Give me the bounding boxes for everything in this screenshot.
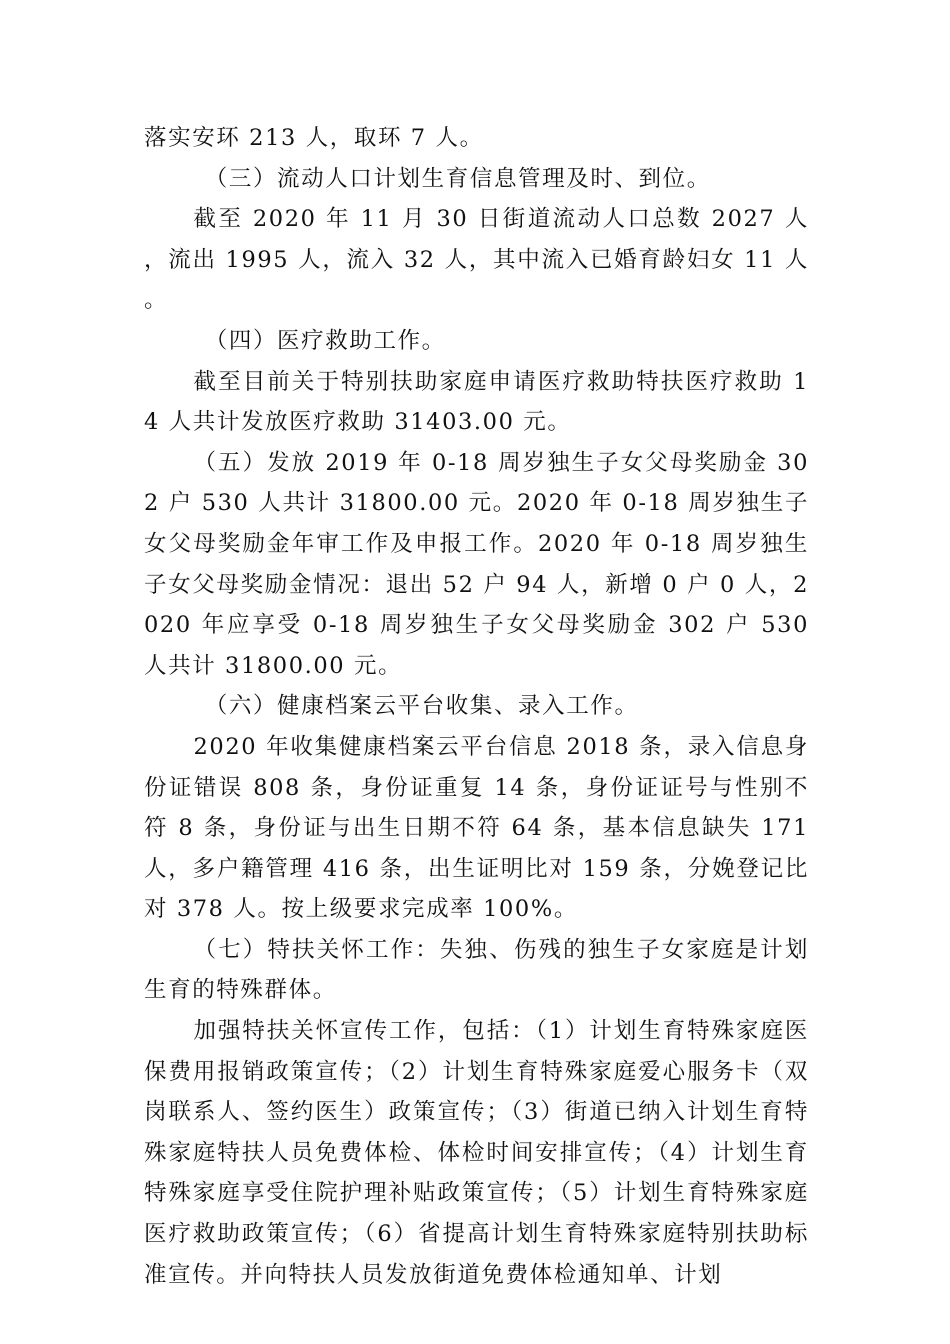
section-heading-medical-aid: （四）医疗救助工作。: [204, 327, 446, 354]
paragraph-health-records: 2020 年收集健康档案云平台信息 2018 条，录入信息身份证错误 808 条，身份证重复 14 条，身份证证号与性别不符 8 条，身份证与出生日期不符 64 条，基本信息缺失 171 人，多户籍管理 416 条，出生证明比对 159 条，分娩登记比对 378 人。按上级要求完成率 100%。: [144, 733, 809, 923]
paragraph-floating-population: 截至 2020 年 11 月 30 日街道流动人口总数 2027 人，流出 1995 人，流入 32 人，其中流入已婚育龄妇女 11 人。: [144, 206, 809, 314]
paragraph-medical-aid: 截至目前关于特别扶助家庭申请医疗救助特扶医疗救助 14 人共计发放医疗救助 31403.00 元。: [144, 368, 809, 436]
section-heading-health-records: （六）健康档案云平台收集、录入工作。: [204, 693, 639, 720]
paragraph-special-care-publicity: 加强特扶关怀宣传工作，包括：（1）计划生育特殊家庭医保费用报销政策宣传；（2）计划生育特殊家庭爱心服务卡（双岗联系人、签约医生）政策宣传；（3）街道已纳入计划生育特殊家庭特扶人员免费体检、体检时间安排宣传；（4）计划生育特殊家庭享受住院护理补贴政策宣传；（5）计划生育特殊家庭医疗救助政策宣传；（6）省提高计划生育特殊家庭特别扶助标准宣传。并向特扶人员发放街道免费体检通知单、计划: [144, 1018, 809, 1288]
paragraph-only-child-reward: （五）发放 2019 年 0-18 周岁独生子女父母奖励金 302 户 530 人共计 31800.00 元。2020 年 0-18 周岁独生子女父母奖励金年审工作及申报工作。2020 年 0-18 周岁独生子女父母奖励金情况：退出 52 户 94 人，新增 0 户 0 人，2020 年应享受 0-18 周岁独生子女父母奖励金 302 户 530 人共计 31800.00 元。: [144, 449, 809, 679]
section-heading-floating-population: （三）流动人口计划生育信息管理及时、到位。: [204, 165, 711, 192]
paragraph-iud-summary: 落实安环 213 人，取环 7 人。: [144, 125, 484, 151]
paragraph-special-care: （七）特扶关怀工作：失独、伤残的独生子女家庭是计划生育的特殊群体。: [144, 936, 809, 1004]
document-body: [144, 118, 809, 1295]
